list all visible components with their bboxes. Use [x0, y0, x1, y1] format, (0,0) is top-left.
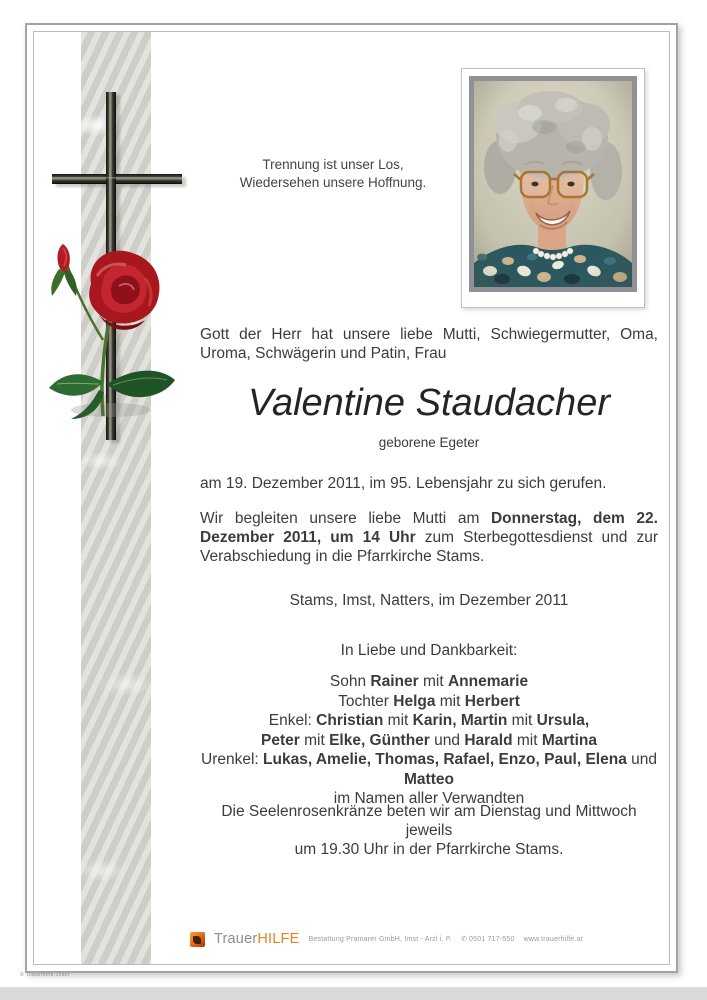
family-list — [200, 672, 658, 809]
family-line: Urenkel: Lukas, Amelie, Thomas, Rafael, Enzo, Paul, Elena und Matteo — [201, 751, 657, 788]
funeral-paragraph: Wir begleiten unsere liebe Mutti am Donnerstag, dem 22. Dezember 2011, um 14 Uhr zum Sterbegottesdienst und zur Verabschiedung in die Pfarrkirche Stams. — [200, 510, 658, 565]
verse-line-2: Wiedersehen unsere Hoffnung. — [239, 175, 427, 190]
gratitude-heading: In Liebe und Dankbarkeit: — [340, 642, 518, 659]
places-date-line: Stams, Imst, Natters, im Dezember 2011 — [289, 592, 569, 609]
brand-part-orange: HILFE — [257, 931, 300, 947]
portrait-photo — [469, 76, 637, 292]
opening-verse — [210, 156, 456, 192]
brand-part-gray: Trauer — [214, 931, 258, 947]
scan-edge-band — [0, 987, 707, 1000]
intro-paragraph: Gott der Herr hat unsere liebe Mutti, Schwiegermutter, Oma, Uroma, Schwägerin und Patin, Frau — [200, 326, 658, 362]
family-line: im Namen aller Verwandten — [333, 790, 525, 807]
trauerhilfe-brand — [214, 931, 299, 947]
funeral-home-footer — [190, 931, 583, 947]
family-line: Sohn Rainer mit Annemarie — [329, 673, 529, 690]
family-line: Tochter Helga mit Herbert — [338, 692, 520, 710]
death-date-line: am 19. Dezember 2011, im 95. Lebensjahr zu sich gerufen. — [200, 475, 607, 492]
company-name: Bestattung Pramarer GmbH, Imst - Arzl i. P. — [308, 935, 452, 943]
family-line: Enkel: Christian mit Karin, Martin mit Ursula, — [268, 712, 590, 729]
memorial-card — [25, 23, 678, 973]
rosary-line-2: um 19.30 Uhr in der Pfarrkirche Stams. — [294, 841, 564, 858]
website-url: www.trauerhilfe.at — [523, 935, 583, 943]
phone-icon: ✆ — [460, 936, 468, 943]
rosary-line-1: Die Seelenrosenkränze beten wir am Dienstag und Mittwoch jeweils — [221, 803, 637, 839]
maiden-name: geborene Egeter — [378, 435, 480, 450]
portrait-photo-frame — [461, 68, 645, 308]
phone-number: 0501 717-550 — [469, 935, 515, 943]
trauerhilfe-logo-icon — [190, 932, 205, 947]
family-line: Peter mit Elke, Günther und Harald mit Martina — [261, 731, 597, 749]
rose-artwork — [33, 222, 185, 422]
phone-number-wrap — [461, 935, 515, 943]
rosary-notice — [200, 802, 658, 859]
verse-line-1: Trennung ist unser Los, — [262, 157, 404, 172]
artwork-copyright: © Trauerhilfe Josef — [20, 972, 70, 978]
deceased-name: Valentine Staudacher — [248, 382, 610, 424]
